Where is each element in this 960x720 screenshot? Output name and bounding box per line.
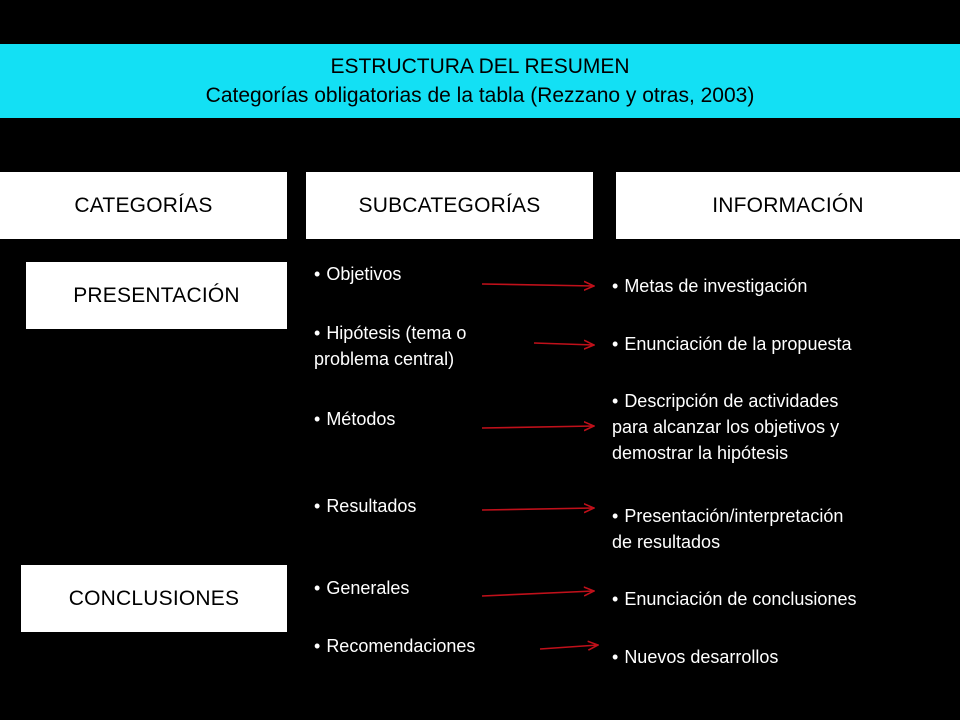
category-conclusiones-label: CONCLUSIONES: [68, 586, 240, 610]
subcategory-text: problema central): [314, 349, 455, 369]
subcategory-text: Resultados: [326, 496, 417, 516]
arrow-objetivos: [482, 284, 594, 286]
arrow-metodos: [482, 426, 594, 428]
subcategory-text: Hipótesis (tema o: [326, 323, 467, 343]
header-informacion-label: INFORMACIÓN: [712, 193, 864, 217]
bullet-glyph: •: [612, 589, 619, 609]
information-text: Nuevos desarrollos: [624, 647, 779, 667]
category-presentacion-label: PRESENTACIÓN: [73, 283, 240, 307]
information-text: Enunciación de conclusiones: [624, 589, 857, 609]
bullet-glyph: •: [612, 506, 619, 526]
header-subcategorias-label: SUBCATEGORÍAS: [358, 193, 541, 217]
arrow-hipotesis: [534, 343, 594, 345]
bullet-glyph: •: [612, 276, 619, 296]
arrow-recomendaciones: [540, 645, 598, 649]
bullet-glyph: •: [314, 264, 321, 284]
arrow-generales: [482, 591, 594, 596]
bullet-glyph: •: [314, 409, 321, 429]
information-text: Metas de investigación: [624, 276, 808, 296]
subcategory-text: Objetivos: [326, 264, 402, 284]
bullet-glyph: •: [612, 647, 619, 667]
information-text: para alcanzar los objetivos y: [612, 417, 840, 437]
information-text: Enunciación de la propuesta: [624, 334, 852, 354]
subcategory-text: Métodos: [326, 409, 396, 429]
header-categorias-label: CATEGORÍAS: [74, 193, 213, 217]
information-text: demostrar la hipótesis: [612, 443, 789, 463]
information-text: Presentación/interpretación: [624, 506, 844, 526]
bullet-glyph: •: [314, 496, 321, 516]
bullet-glyph: •: [612, 391, 619, 411]
bullet-glyph: •: [314, 323, 321, 343]
title-line-2: Categorías obligatorias de la tabla (Rezzano y otras, 2003): [205, 84, 755, 107]
bullet-glyph: •: [612, 334, 619, 354]
information-text: de resultados: [612, 532, 721, 552]
information-text: Descripción de actividades: [624, 391, 839, 411]
subcategory-text: Generales: [326, 578, 410, 598]
bullet-glyph: •: [314, 636, 321, 656]
bullet-glyph: •: [314, 578, 321, 598]
title-line-1: ESTRUCTURA DEL RESUMEN: [330, 55, 630, 78]
arrow-resultados: [482, 508, 594, 510]
subcategory-text: Recomendaciones: [326, 636, 476, 656]
